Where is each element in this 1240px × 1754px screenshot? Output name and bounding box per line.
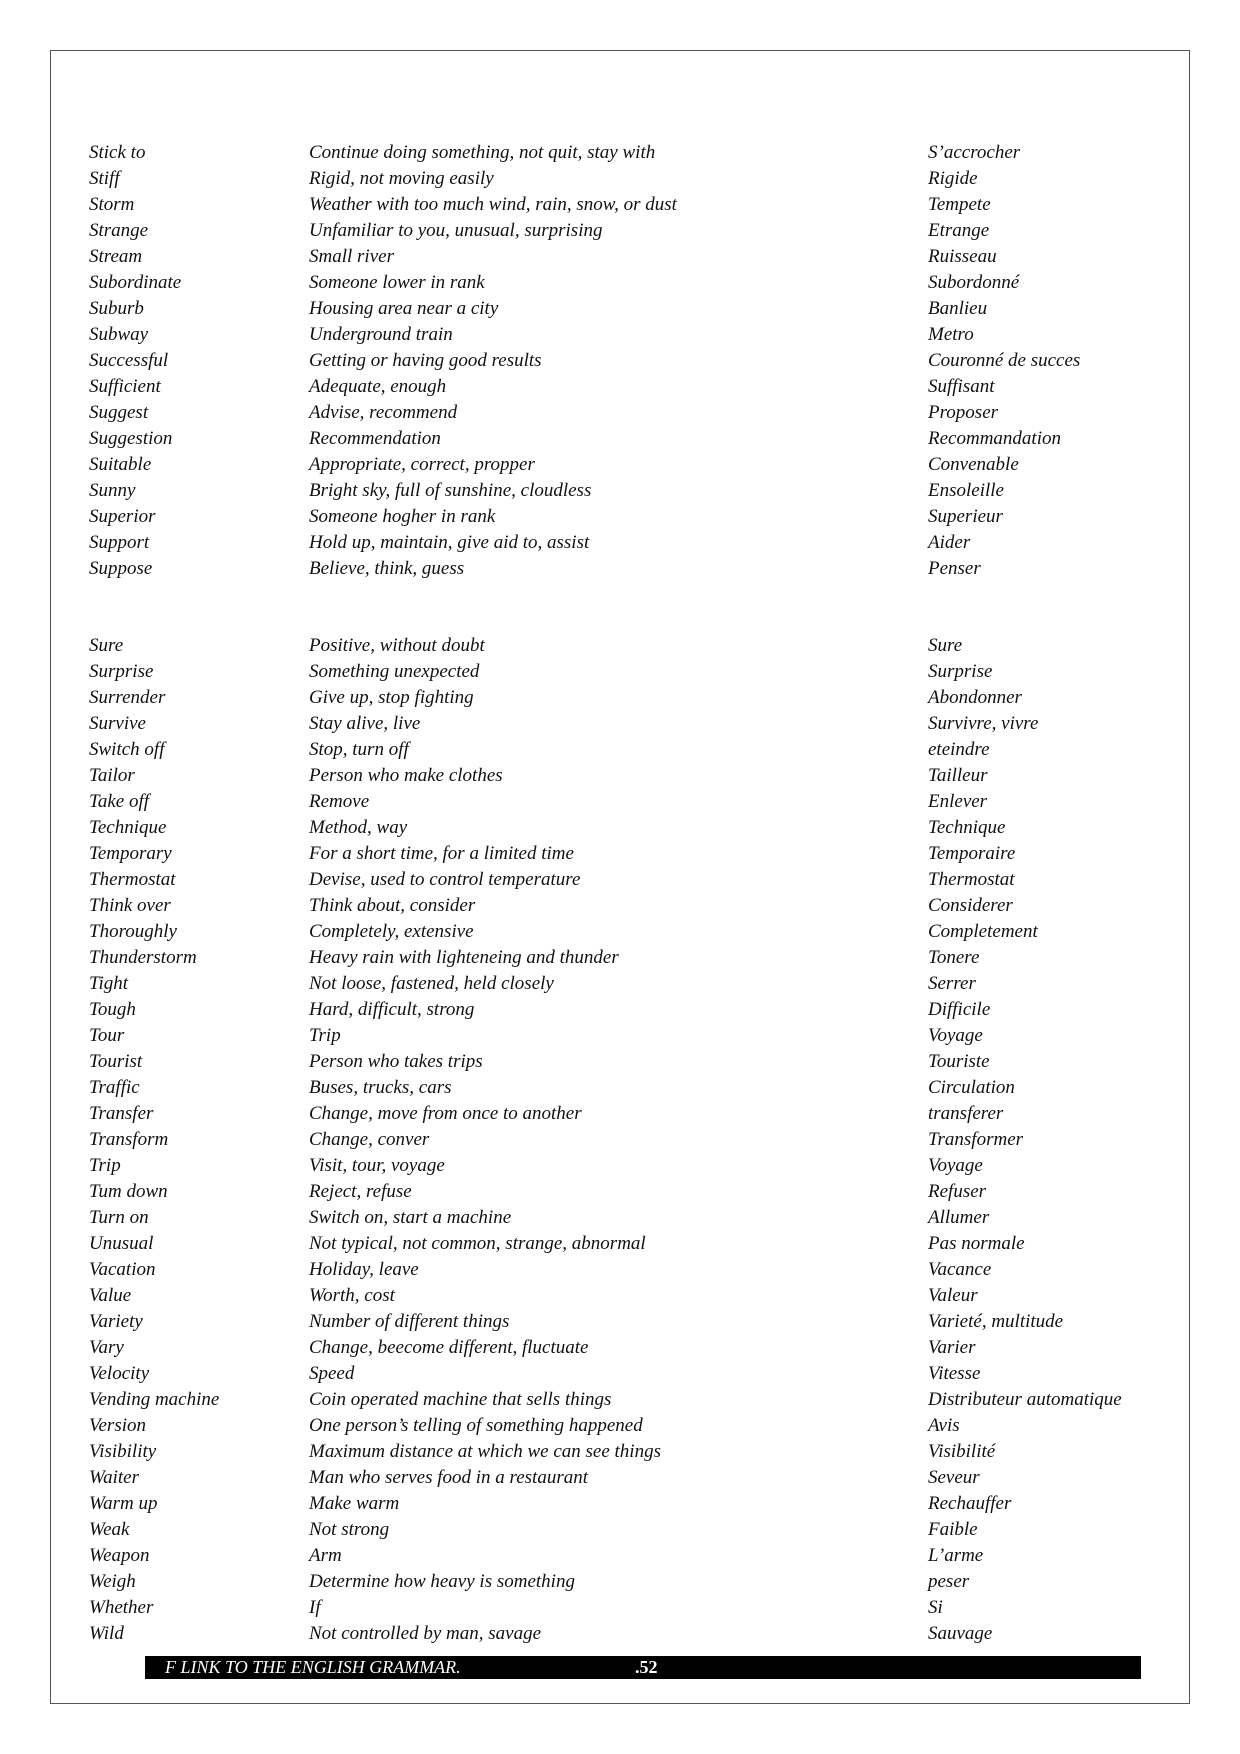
vocab-row: [0, 1205, 1240, 1231]
vocab-french: Metro: [928, 324, 974, 345]
vocab-row: [0, 1439, 1240, 1465]
vocab-term: Waiter: [89, 1467, 139, 1488]
vocab-row: [0, 1127, 1240, 1153]
vocab-definition: Something unexpected: [309, 661, 480, 682]
vocab-term: Vary: [89, 1337, 124, 1358]
vocab-french: Vitesse: [928, 1363, 981, 1384]
vocab-french: Voyage: [928, 1155, 983, 1176]
vocab-row: [0, 789, 1240, 815]
vocab-definition: Recommendation: [309, 428, 441, 449]
vocab-french: Difficile: [928, 999, 991, 1020]
vocab-row: [0, 1101, 1240, 1127]
vocab-row: [0, 452, 1240, 478]
vocab-french: Touriste: [928, 1051, 990, 1072]
vocab-term: Warm up: [89, 1493, 158, 1514]
vocab-definition: Someone lower in rank: [309, 272, 485, 293]
vocab-french: Vacance: [928, 1259, 992, 1280]
vocab-definition: Person who make clothes: [309, 765, 503, 786]
vocab-french: Distributeur automatique: [928, 1389, 1122, 1410]
vocab-term: Technique: [89, 817, 167, 838]
vocab-definition: Heavy rain with lighteneing and thunder: [309, 947, 619, 968]
vocab-term: Thunderstorm: [89, 947, 197, 968]
vocab-term: Stick to: [89, 142, 146, 163]
vocab-french: Tempete: [928, 194, 991, 215]
vocab-row: [0, 348, 1240, 374]
vocab-definition: Buses, trucks, cars: [309, 1077, 452, 1098]
vocab-french: Ensoleille: [928, 480, 1004, 501]
vocab-term: Stiff: [89, 168, 120, 189]
vocab-french: Transformer: [928, 1129, 1024, 1150]
vocab-term: Strange: [89, 220, 149, 241]
vocab-term: Velocity: [89, 1363, 150, 1384]
vocab-definition: Hard, difficult, strong: [309, 999, 475, 1020]
vocab-term: Storm: [89, 194, 135, 215]
vocab-definition: Devise, used to control temperature: [309, 869, 581, 890]
vocab-french: Subordonné: [928, 272, 1020, 293]
vocab-term: Unusual: [89, 1233, 154, 1254]
vocab-french: peser: [928, 1571, 970, 1592]
vocab-definition: Coin operated machine that sells things: [309, 1389, 612, 1410]
vocab-term: Superior: [89, 506, 156, 527]
vocab-row: [0, 893, 1240, 919]
vocab-french: Banlieu: [928, 298, 988, 319]
vocab-definition: One person’s telling of something happened: [309, 1415, 643, 1436]
vocab-french: Technique: [928, 817, 1006, 838]
vocab-row: [0, 322, 1240, 348]
vocab-row: [0, 737, 1240, 763]
vocab-term: Variety: [89, 1311, 143, 1332]
vocab-definition: Not typical, not common, strange, abnormal: [309, 1233, 646, 1254]
vocab-term: Subordinate: [89, 272, 182, 293]
vocab-term: Vending machine: [89, 1389, 220, 1410]
vocab-definition: Someone hogher in rank: [309, 506, 496, 527]
vocabulary-section-two: [0, 633, 1240, 1647]
vocab-french: Enlever: [928, 791, 988, 812]
vocab-french: Valeur: [928, 1285, 978, 1306]
vocab-definition: Change, conver: [309, 1129, 430, 1150]
vocab-row: [0, 841, 1240, 867]
vocab-row: [0, 556, 1240, 582]
vocab-definition: Man who serves food in a restaurant: [309, 1467, 589, 1488]
vocab-row: [0, 1179, 1240, 1205]
vocab-definition: Think about, consider: [309, 895, 476, 916]
vocab-term: Wild: [89, 1623, 124, 1644]
vocab-definition: Trip: [309, 1025, 341, 1046]
vocab-term: Suitable: [89, 454, 152, 475]
vocab-row: [0, 1153, 1240, 1179]
vocab-row: [0, 971, 1240, 997]
vocab-row: [0, 1023, 1240, 1049]
vocab-french: Varieté, multitude: [928, 1311, 1064, 1332]
vocab-row: [0, 1595, 1240, 1621]
vocab-term: Sure: [89, 635, 124, 656]
vocab-term: Suppose: [89, 558, 153, 579]
vocab-french: L’arme: [928, 1545, 984, 1566]
vocab-row: [0, 166, 1240, 192]
vocab-row: [0, 1517, 1240, 1543]
vocab-term: Tourist: [89, 1051, 143, 1072]
vocab-definition: Not loose, fastened, held closely: [309, 973, 554, 994]
vocab-definition: If: [309, 1597, 321, 1618]
vocab-term: Subway: [89, 324, 149, 345]
vocab-term: Version: [89, 1415, 146, 1436]
vocab-row: [0, 1231, 1240, 1257]
vocab-definition: Method, way: [309, 817, 408, 838]
vocab-term: Thermostat: [89, 869, 176, 890]
vocab-french: Si: [928, 1597, 943, 1618]
vocab-row: [0, 140, 1240, 166]
vocab-definition: Not strong: [309, 1519, 390, 1540]
vocab-definition: Number of different things: [309, 1311, 510, 1332]
vocab-row: [0, 244, 1240, 270]
vocab-definition: Weather with too much wind, rain, snow, or dust: [309, 194, 677, 215]
vocab-term: Successful: [89, 350, 169, 371]
vocab-row: [0, 945, 1240, 971]
vocab-french: Aider: [928, 532, 971, 553]
vocab-term: Sunny: [89, 480, 136, 501]
vocab-definition: Stay alive, live: [309, 713, 421, 734]
vocab-french: Thermostat: [928, 869, 1015, 890]
vocab-french: Serrer: [928, 973, 976, 994]
vocab-row: [0, 530, 1240, 556]
vocab-row: [0, 296, 1240, 322]
vocab-french: Convenable: [928, 454, 1019, 475]
vocab-definition: Change, move from once to another: [309, 1103, 582, 1124]
vocab-french: Ruisseau: [928, 246, 997, 267]
vocab-french: Voyage: [928, 1025, 983, 1046]
vocab-row: [0, 997, 1240, 1023]
vocab-row: [0, 1569, 1240, 1595]
vocab-row: [0, 1309, 1240, 1335]
vocab-row: [0, 426, 1240, 452]
vocab-term: Surrender: [89, 687, 166, 708]
vocab-term: Surprise: [89, 661, 154, 682]
vocab-definition: Holiday, leave: [309, 1259, 419, 1280]
vocab-term: Thoroughly: [89, 921, 177, 942]
vocab-definition: Adequate, enough: [309, 376, 447, 397]
vocab-french: Varier: [928, 1337, 976, 1358]
vocab-term: Suburb: [89, 298, 144, 319]
vocab-row: [0, 1465, 1240, 1491]
vocab-term: Weapon: [89, 1545, 150, 1566]
vocab-definition: Continue doing something, not quit, stay with: [309, 142, 656, 163]
vocab-french: Allumer: [928, 1207, 990, 1228]
vocab-french: Faible: [928, 1519, 978, 1540]
vocab-definition: Completely, extensive: [309, 921, 474, 942]
vocab-row: [0, 1049, 1240, 1075]
vocab-french: Seveur: [928, 1467, 980, 1488]
vocab-row: [0, 763, 1240, 789]
vocab-term: Switch off: [89, 739, 165, 760]
vocab-row: [0, 633, 1240, 659]
vocab-french: Considerer: [928, 895, 1013, 916]
vocab-definition: Believe, think, guess: [309, 558, 465, 579]
vocab-french: Etrange: [928, 220, 990, 241]
vocab-term: Weak: [89, 1519, 130, 1540]
vocab-definition: Change, beecome different, fluctuate: [309, 1337, 589, 1358]
vocab-row: [0, 1283, 1240, 1309]
vocab-row: [0, 1075, 1240, 1101]
vocab-term: Traffic: [89, 1077, 140, 1098]
vocab-french: Suffisant: [928, 376, 995, 397]
vocab-french: Temporaire: [928, 843, 1016, 864]
vocab-french: Surprise: [928, 661, 993, 682]
vocab-definition: Stop, turn off: [309, 739, 409, 760]
vocab-definition: Positive, without doubt: [309, 635, 485, 656]
vocab-row: [0, 1491, 1240, 1517]
vocab-row: [0, 1257, 1240, 1283]
vocab-definition: Getting or having good results: [309, 350, 542, 371]
vocab-french: Recommandation: [928, 428, 1061, 449]
vocab-term: Weigh: [89, 1571, 136, 1592]
vocab-french: transferer: [928, 1103, 1004, 1124]
vocab-definition: Speed: [309, 1363, 355, 1384]
vocab-definition: Unfamiliar to you, unusual, surprising: [309, 220, 603, 241]
vocab-term: Transform: [89, 1129, 169, 1150]
vocab-term: Tough: [89, 999, 136, 1020]
vocab-definition: Underground train: [309, 324, 453, 345]
vocab-term: Tailor: [89, 765, 135, 786]
vocab-definition: Remove: [309, 791, 370, 812]
vocab-french: Sauvage: [928, 1623, 993, 1644]
vocab-french: Pas normale: [928, 1233, 1025, 1254]
vocab-term: Take off: [89, 791, 149, 812]
vocab-definition: Bright sky, full of sunshine, cloudless: [309, 480, 592, 501]
vocab-definition: For a short time, for a limited time: [309, 843, 574, 864]
vocab-definition: Arm: [309, 1545, 342, 1566]
vocab-row: [0, 815, 1240, 841]
vocab-french: S’accrocher: [928, 142, 1021, 163]
vocab-definition: Housing area near a city: [309, 298, 499, 319]
vocab-french: Rechauffer: [928, 1493, 1012, 1514]
vocab-term: Tight: [89, 973, 129, 994]
vocab-row: [0, 1621, 1240, 1647]
vocab-definition: Visit, tour, voyage: [309, 1155, 445, 1176]
vocab-definition: Hold up, maintain, give aid to, assist: [309, 532, 590, 553]
vocab-french: Refuser: [928, 1181, 987, 1202]
vocab-row: [0, 374, 1240, 400]
vocab-definition: Maximum distance at which we can see things: [309, 1441, 661, 1462]
vocab-row: [0, 685, 1240, 711]
vocab-term: Trip: [89, 1155, 121, 1176]
vocab-french: Penser: [928, 558, 981, 579]
vocab-definition: Switch on, start a machine: [309, 1207, 512, 1228]
vocab-definition: Determine how heavy is something: [309, 1571, 575, 1592]
vocab-term: Tour: [89, 1025, 125, 1046]
vocab-french: Couronné de succes: [928, 350, 1081, 371]
vocab-term: Temporary: [89, 843, 172, 864]
vocab-french: Circulation: [928, 1077, 1015, 1098]
vocab-french: Completement: [928, 921, 1038, 942]
vocab-term: Sufficient: [89, 376, 161, 397]
vocab-definition: Appropriate, correct, propper: [309, 454, 535, 475]
vocab-french: Tonere: [928, 947, 980, 968]
vocab-term: Survive: [89, 713, 146, 734]
vocab-row: [0, 1413, 1240, 1439]
vocab-french: Avis: [928, 1415, 960, 1436]
vocab-term: Suggest: [89, 402, 149, 423]
vocab-french: eteindre: [928, 739, 990, 760]
vocab-term: Transfer: [89, 1103, 154, 1124]
vocab-row: [0, 659, 1240, 685]
vocab-row: [0, 192, 1240, 218]
vocab-term: Suggestion: [89, 428, 173, 449]
vocab-french: Rigide: [928, 168, 978, 189]
vocab-french: Visibilité: [928, 1441, 996, 1462]
vocab-definition: Small river: [309, 246, 394, 267]
vocab-french: Superieur: [928, 506, 1003, 527]
vocab-row: [0, 1361, 1240, 1387]
vocab-definition: Worth, cost: [309, 1285, 395, 1306]
vocab-term: Think over: [89, 895, 171, 916]
vocab-definition: Person who takes trips: [309, 1051, 483, 1072]
vocab-term: Visibility: [89, 1441, 157, 1462]
vocab-row: [0, 711, 1240, 737]
vocab-row: [0, 1335, 1240, 1361]
vocab-row: [0, 218, 1240, 244]
vocab-french: Abondonner: [928, 687, 1022, 708]
vocab-term: Support: [89, 532, 150, 553]
vocab-row: [0, 919, 1240, 945]
vocab-french: Proposer: [928, 402, 999, 423]
vocab-definition: Rigid, not moving easily: [309, 168, 494, 189]
vocab-row: [0, 478, 1240, 504]
vocab-row: [0, 1387, 1240, 1413]
footer-title: F LINK TO THE ENGLISH GRAMMAR.: [165, 1657, 461, 1677]
vocab-row: [0, 867, 1240, 893]
vocab-french: Tailleur: [928, 765, 988, 786]
vocab-definition: Give up, stop fighting: [309, 687, 474, 708]
vocab-term: Turn on: [89, 1207, 149, 1228]
vocabulary-section-one: [0, 140, 1240, 582]
vocab-french: Sure: [928, 635, 963, 656]
vocab-definition: Advise, recommend: [309, 402, 458, 423]
vocab-row: [0, 270, 1240, 296]
vocab-row: [0, 504, 1240, 530]
page-number: .52: [635, 1657, 658, 1677]
footer-bar: [145, 1656, 1141, 1679]
vocab-term: Vacation: [89, 1259, 156, 1280]
vocab-row: [0, 400, 1240, 426]
vocab-term: Tum down: [89, 1181, 168, 1202]
vocab-term: Whether: [89, 1597, 154, 1618]
vocab-definition: Not controlled by man, savage: [309, 1623, 542, 1644]
vocab-definition: Make warm: [309, 1493, 400, 1514]
vocab-definition: Reject, refuse: [309, 1181, 412, 1202]
vocab-row: [0, 1543, 1240, 1569]
vocab-french: Survivre, vivre: [928, 713, 1039, 734]
vocab-term: Stream: [89, 246, 143, 267]
vocab-term: Value: [89, 1285, 132, 1306]
